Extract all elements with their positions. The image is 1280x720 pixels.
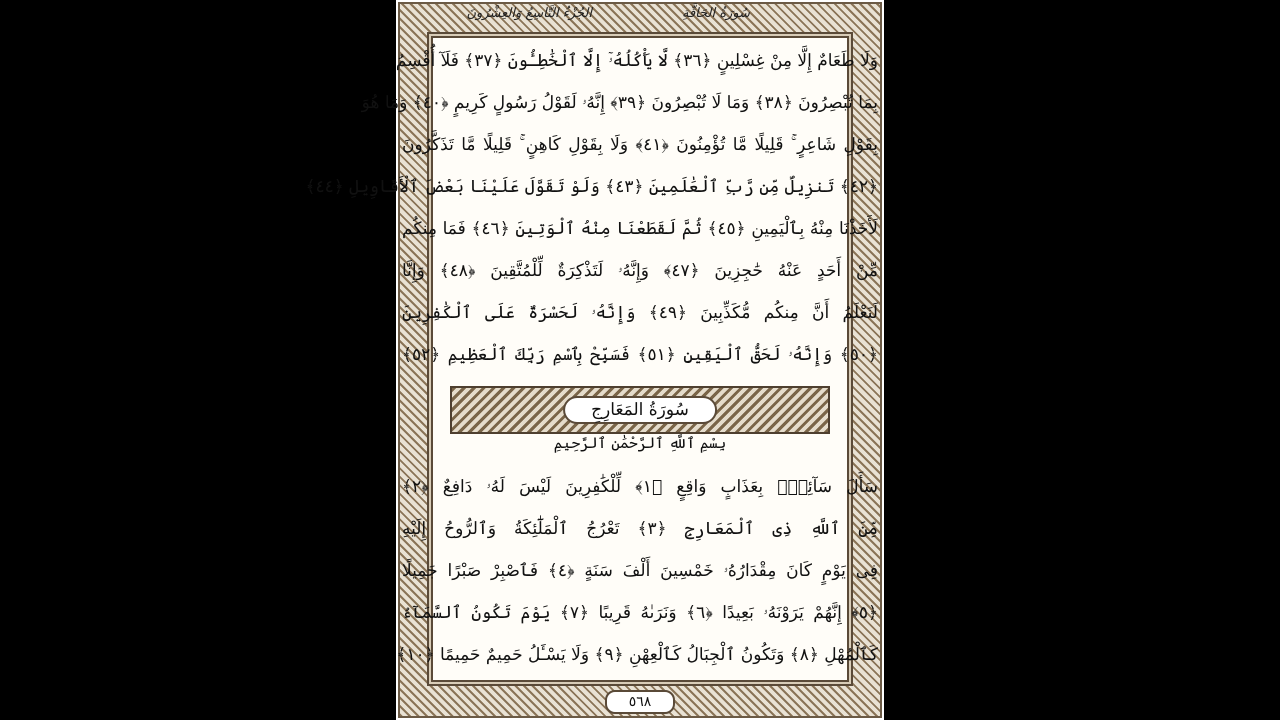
verse-line: بِمَا تُبْصِرُونَ ﴿٣٨﴾ وَمَا لَا تُبْصِرُونَ ﴿٣٩﴾ إِنَّهُۥ لَقَوْلُ رَسُولٍ كَرِيمٍ ﴿٤٠﴾ وَمَا هُوَ xyxy=(361,93,878,113)
basmala: بِسْمِ ٱللَّهِ ٱلرَّحْمَٰنِ ٱلرَّحِيمِ xyxy=(553,434,727,452)
verse-line: لَأَخَذْنَا مِنْهُ بِٱلْيَمِينِ ﴿٤٥﴾ ثُمَّ لَقَطَعْنَا مِنْهُ ٱلْوَتِينَ ﴿٤٦﴾ فَمَا مِنكُم xyxy=(402,219,878,239)
page-number: ٥٦٨ xyxy=(605,690,675,714)
verse-line: ﴿٥٠﴾ وَإِنَّهُۥ لَحَقُّ ٱلْيَقِينِ ﴿٥١﴾ فَسَبِّحْ بِٱسْمِ رَبِّكَ ٱلْعَظِيمِ ﴿٥٢﴾ xyxy=(402,345,878,365)
verse-line: فِى يَوْمٍ كَانَ مِقْدَارُهُۥ خَمْسِينَ أَلْفَ سَنَةٍ ﴿٤﴾ فَٱصْبِرْ صَبْرًا جَمِيلًا xyxy=(402,561,879,581)
verse-line: كَٱلْمُهْلِ ﴿٨﴾ وَتَكُونُ ٱلْجِبَالُ كَٱلْعِهْنِ ﴿٩﴾ وَلَا يَسْـَٔلُ حَمِيمٌ حَمِيمًا ﴿١٠﴾ xyxy=(396,645,878,665)
verse-line: سَأَلَ سَآئِلٌۢ بِعَذَابٍ وَاقِعٍ ﴿١﴾ لِّلْكَٰفِرِينَ لَيْسَ لَهُۥ دَافِعٌ ﴿٢﴾ xyxy=(402,477,878,497)
verse-line: بِقَوْلِ شَاعِرٍ ۚ قَلِيلًا مَّا تُؤْمِنُونَ ﴿٤١﴾ وَلَا بِقَوْلِ كَاهِنٍ ۚ قَلِيلًا مَّا تَذَكَّرُونَ xyxy=(402,135,879,155)
verse-line: لَنَعْلَمُ أَنَّ مِنكُم مُّكَذِّبِينَ ﴿٤٩﴾ وَإِنَّهُۥ لَحَسْرَةٌ عَلَى ٱلْكَٰفِرِينَ xyxy=(402,303,878,323)
juz-label: الجُزْءُ التَّاسِعُ وَالعِشْرُونَ xyxy=(466,6,592,21)
surah-title-banner xyxy=(450,386,830,434)
verse-line: ﴿٥﴾ إِنَّهُمْ يَرَوْنَهُۥ بَعِيدًا ﴿٦﴾ وَنَرَىٰهُ قَرِيبًا ﴿٧﴾ يَوْمَ تَكُونُ ٱلسَّمَآءُ xyxy=(402,603,878,623)
verse-line: وَلَا طَعَامٌ إِلَّا مِنْ غِسْلِينٍ ﴿٣٦﴾ لَّا يَأْكُلُهُۥٓ إِلَّا ٱلْخَٰطِـُٔونَ ﴿٣٧﴾ فَلَآ أُقْسِمُ xyxy=(395,51,878,71)
mushaf-page xyxy=(305,0,884,720)
surah-title: سُورَةُ المَعَارِجِ xyxy=(563,396,717,424)
verse-line: ﴿٤٢﴾ تَنزِيلٌ مِّن رَّبِّ ٱلْعَٰلَمِينَ ﴿٤٣﴾ وَلَوْ تَقَوَّلَ عَلَيْنَا بَعْضَ ٱلْأَقَاوِيلِ ﴿٤٤﴾ xyxy=(305,177,878,197)
verse-line: مِّنْ أَحَدٍ عَنْهُ حَٰجِزِينَ ﴿٤٧﴾ وَإِنَّهُۥ لَتَذْكِرَةٌ لِّلْمُتَّقِينَ ﴿٤٨﴾ وَإِنَّا xyxy=(402,261,878,281)
verse-line: مِّنَ ٱللَّهِ ذِى ٱلْمَعَارِجِ ﴿٣﴾ تَعْرُجُ ٱلْمَلَٰٓئِكَةُ وَٱلرُّوحُ إِلَيْهِ xyxy=(402,519,879,539)
surah-name-header: سُورَةُ الحَاقَّةِ xyxy=(682,6,750,21)
